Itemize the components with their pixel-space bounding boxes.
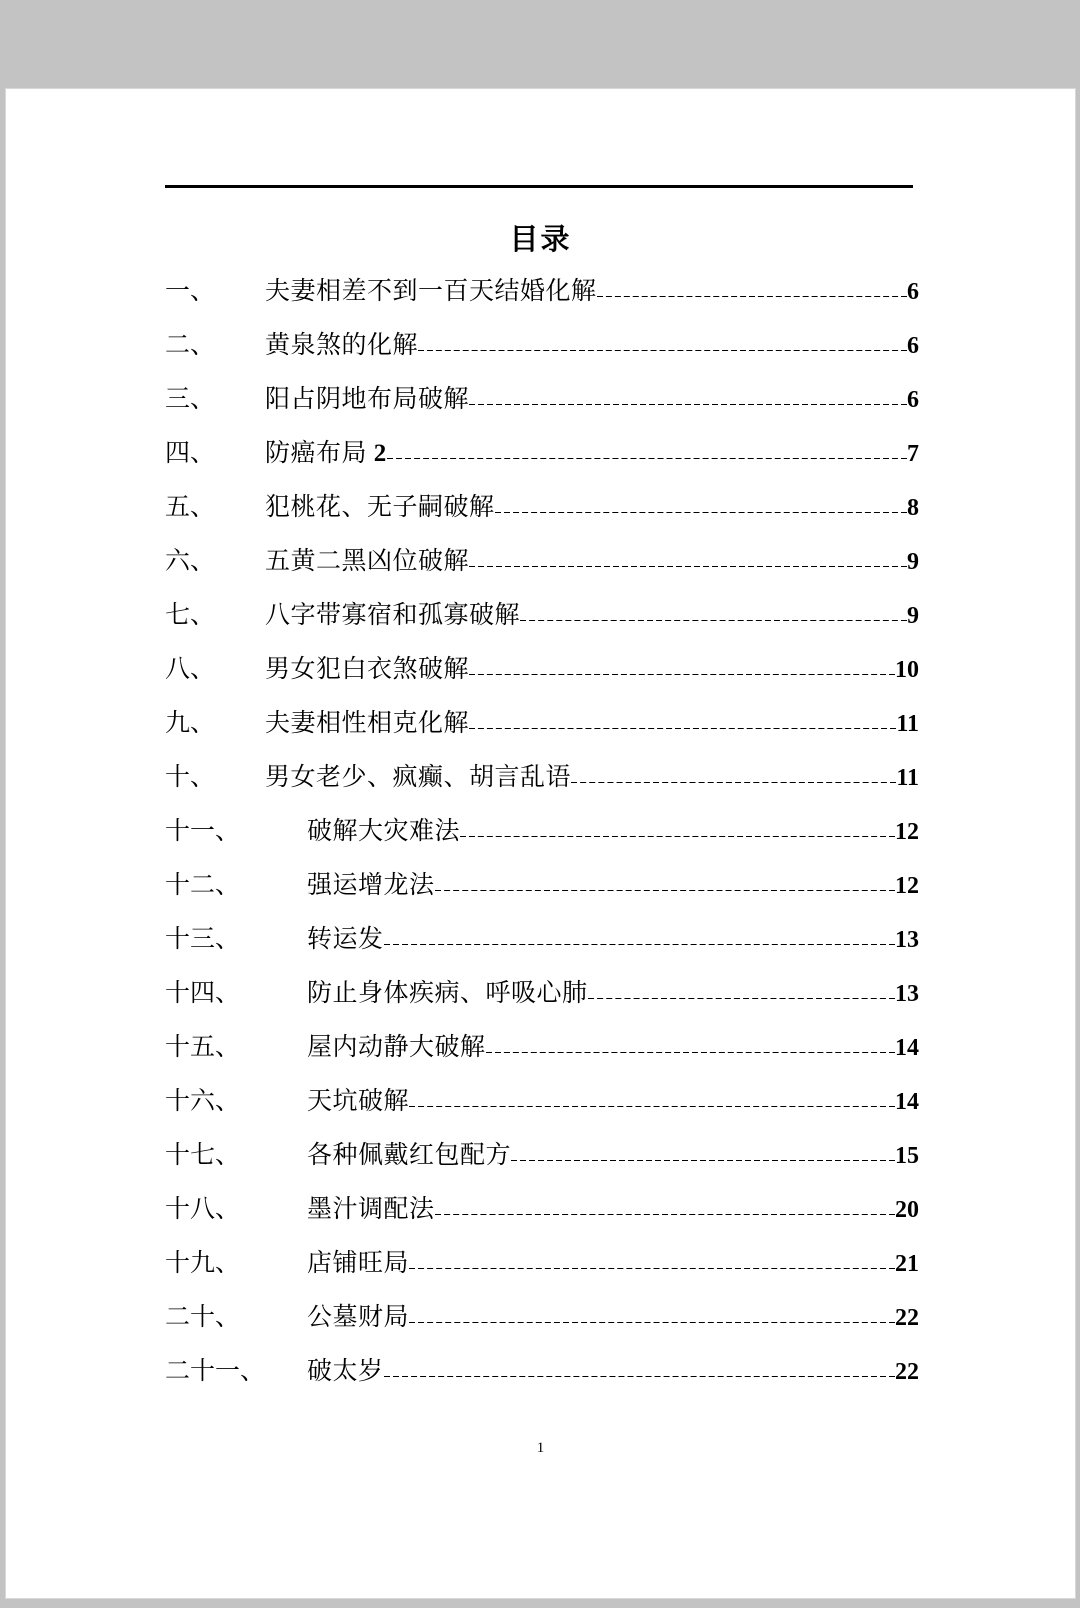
footer-page-number: 1 (536, 1440, 545, 1456)
toc-entry-title: 防止身体疾病、呼吸心肺 (307, 980, 588, 1007)
toc-entry[interactable] (165, 1297, 919, 1351)
toc-entry-title: 八字带寡宿和孤寡破解 (265, 602, 521, 629)
toc-entry-number: 十八、 (165, 1196, 241, 1223)
toc-entry-page-number: 9 (907, 603, 919, 629)
toc-entry-page-number: 14 (895, 1035, 919, 1061)
table-of-contents (165, 271, 919, 1405)
toc-leader-dashes (597, 296, 907, 297)
toc-entry[interactable] (165, 1135, 919, 1189)
toc-entry-page-number: 8 (907, 495, 919, 521)
toc-entry-title: 夫妻相性相克化解 (265, 710, 470, 737)
toc-entry[interactable] (165, 811, 919, 865)
toc-entry-number: 二、 (165, 332, 216, 359)
toc-entry[interactable] (165, 1027, 919, 1081)
toc-entry-page-number: 10 (895, 657, 919, 683)
toc-leader-dashes (460, 836, 895, 837)
toc-entry-title: 屋内动静大破解 (307, 1034, 486, 1061)
toc-entry-number: 七、 (165, 602, 216, 629)
toc-entry-page-number: 11 (896, 765, 919, 791)
toc-leader-dashes (384, 944, 895, 945)
toc-entry-number: 十七、 (165, 1142, 241, 1169)
toc-entry-title: 破太岁 (307, 1358, 384, 1385)
toc-entry-title: 阳占阴地布局破解 (265, 386, 470, 413)
toc-entry-number: 十、 (165, 764, 216, 791)
toc-entry[interactable] (165, 1351, 919, 1405)
toc-entry-title: 天坑破解 (307, 1088, 410, 1115)
toc-entry-title: 夫妻相差不到一百天结婚化解 (265, 278, 597, 305)
toc-entry-page-number: 22 (895, 1359, 919, 1385)
toc-leader-dashes (409, 1268, 895, 1269)
toc-entry-title: 男女老少、疯癫、胡言乱语 (265, 764, 572, 791)
toc-entry[interactable] (165, 757, 919, 811)
toc-leader-dashes (469, 728, 896, 729)
toc-leader-dashes (469, 566, 907, 567)
toc-leader-dashes (384, 1376, 895, 1377)
toc-entry[interactable] (165, 379, 919, 433)
toc-entry-number: 八、 (165, 656, 216, 683)
toc-entry-number: 十五、 (165, 1034, 241, 1061)
toc-entry-title: 公墓财局 (307, 1304, 410, 1331)
toc-entry-title: 各种佩戴红包配方 (307, 1142, 512, 1169)
toc-leader-dashes (520, 620, 907, 621)
toc-entry-number: 十二、 (165, 872, 241, 899)
toc-entry-page-number: 6 (907, 387, 919, 413)
toc-entry-number: 十九、 (165, 1250, 241, 1277)
toc-leader-dashes (495, 512, 907, 513)
toc-entry-title: 防癌布局 2 (265, 440, 387, 467)
toc-entry-page-number: 22 (895, 1305, 919, 1331)
toc-entry-number: 二十一、 (165, 1358, 266, 1385)
toc-entry-number: 六、 (165, 548, 216, 575)
toc-entry-page-number: 21 (895, 1251, 919, 1277)
toc-entry[interactable] (165, 433, 919, 487)
toc-entry[interactable] (165, 487, 919, 541)
header-rule (165, 185, 913, 188)
toc-entry-number: 九、 (165, 710, 216, 737)
toc-entry-title: 五黄二黑凶位破解 (265, 548, 470, 575)
toc-entry-number: 十三、 (165, 926, 241, 953)
toc-leader-dashes (387, 458, 907, 459)
toc-entry-number: 四、 (165, 440, 216, 467)
toc-entry-page-number: 20 (895, 1197, 919, 1223)
toc-entry-page-number: 6 (907, 279, 919, 305)
toc-leader-dashes (418, 350, 907, 351)
toc-entry-title: 墨汁调配法 (307, 1196, 435, 1223)
toc-entry[interactable] (165, 865, 919, 919)
toc-entry[interactable] (165, 595, 919, 649)
toc-entry-title: 店铺旺局 (307, 1250, 410, 1277)
toc-leader-dashes (571, 782, 896, 783)
toc-entry[interactable] (165, 973, 919, 1027)
toc-entry[interactable] (165, 1243, 919, 1297)
toc-entry-number: 十六、 (165, 1088, 241, 1115)
toc-entry-page-number: 12 (895, 873, 919, 899)
document-page (6, 89, 1075, 1598)
toc-entry[interactable] (165, 271, 919, 325)
toc-entry-title: 黄泉煞的化解 (265, 332, 419, 359)
toc-entry-page-number: 14 (895, 1089, 919, 1115)
toc-entry[interactable] (165, 919, 919, 973)
toc-entry[interactable] (165, 541, 919, 595)
toc-entry-number: 三、 (165, 386, 216, 413)
toc-leader-dashes (409, 1106, 895, 1107)
toc-entry-page-number: 7 (907, 441, 919, 467)
toc-entry-title: 男女犯白衣煞破解 (265, 656, 470, 683)
toc-entry-page-number: 6 (907, 333, 919, 359)
toc-entry-title: 转运发 (307, 926, 384, 953)
toc-leader-dashes (469, 674, 895, 675)
page-title: 目录 (509, 224, 572, 256)
toc-entry-title: 犯桃花、无子嗣破解 (265, 494, 495, 521)
toc-entry-page-number: 13 (895, 981, 919, 1007)
toc-entry-page-number: 13 (895, 927, 919, 953)
toc-entry-number: 一、 (165, 278, 216, 305)
toc-entry-title: 强运增龙法 (307, 872, 435, 899)
toc-entry[interactable] (165, 325, 919, 379)
toc-leader-dashes (511, 1160, 895, 1161)
toc-entry-number: 二十、 (165, 1304, 241, 1331)
toc-entry-page-number: 12 (895, 819, 919, 845)
toc-leader-dashes (486, 1052, 895, 1053)
toc-entry-title: 破解大灾难法 (307, 818, 461, 845)
toc-title-digit: 2 (367, 440, 387, 467)
toc-entry-page-number: 15 (895, 1143, 919, 1169)
toc-leader-dashes (469, 404, 907, 405)
toc-entry[interactable] (165, 1189, 919, 1243)
toc-leader-dashes (435, 1214, 895, 1215)
toc-entry-number: 十四、 (165, 980, 241, 1007)
toc-leader-dashes (588, 998, 895, 999)
toc-entry-page-number: 9 (907, 549, 919, 575)
toc-entry-page-number: 11 (896, 711, 919, 737)
toc-leader-dashes (435, 890, 895, 891)
toc-entry[interactable] (165, 1081, 919, 1135)
toc-entry-number: 五、 (165, 494, 216, 521)
toc-leader-dashes (409, 1322, 895, 1323)
toc-entry-number: 十一、 (165, 818, 241, 845)
toc-entry[interactable] (165, 703, 919, 757)
toc-entry[interactable] (165, 649, 919, 703)
